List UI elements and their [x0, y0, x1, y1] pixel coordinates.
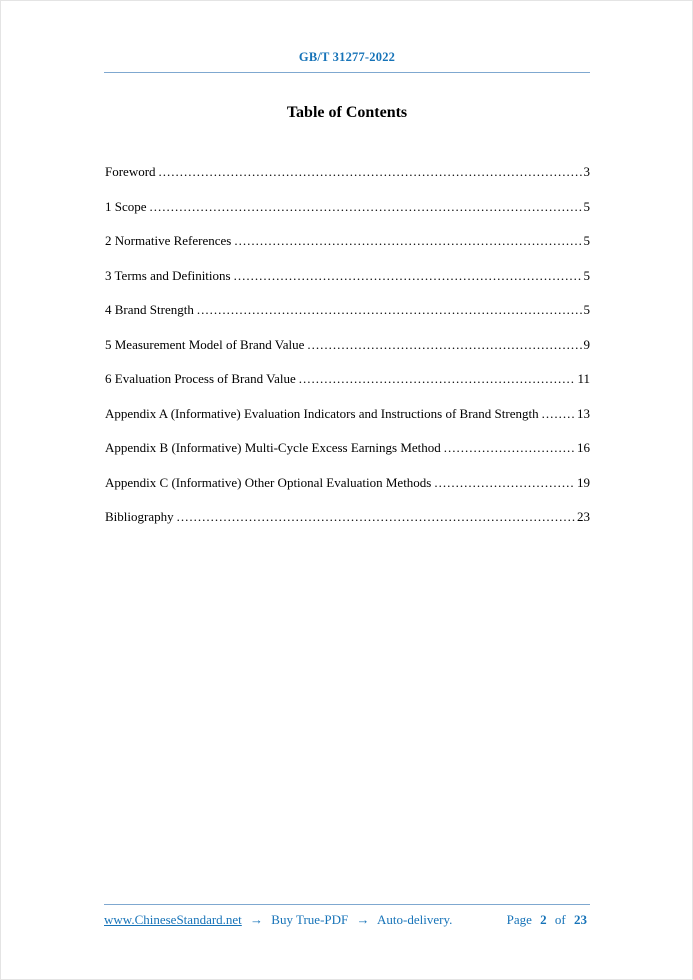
- toc-entry-page: 5: [583, 267, 590, 283]
- dot-leader: [299, 369, 576, 389]
- toc-entry: [105, 438, 590, 458]
- toc-entry-label: Appendix B (Informative) Multi-Cycle Excess Earnings Method: [105, 440, 441, 455]
- toc-entry-label: 3 Terms and Definitions: [105, 267, 231, 283]
- current-page-number: 2: [540, 912, 547, 927]
- toc-entry-label: 4 Brand Strength: [105, 302, 194, 317]
- toc-entry: [105, 335, 590, 355]
- footer-branding: [104, 912, 457, 928]
- toc-entry: [105, 266, 590, 286]
- toc-entry-label: 5 Measurement Model of Brand Value: [105, 336, 305, 352]
- toc-entry: [105, 231, 590, 251]
- dot-leader: [177, 507, 575, 527]
- toc-entry-page: 5: [583, 198, 590, 214]
- dot-leader: [150, 197, 582, 217]
- toc-entry: [105, 404, 590, 424]
- page-indicator: [505, 912, 590, 928]
- footer-divider: [104, 904, 590, 905]
- site-link[interactable]: www.ChineseStandard.net: [104, 912, 242, 927]
- toc-entry-label: Bibliography: [105, 509, 174, 524]
- toc-entry-label: 1 Scope: [105, 198, 147, 214]
- toc-entry-page: 23: [577, 509, 590, 524]
- toc-entry-page: 11: [577, 371, 590, 386]
- document-number: GB/T 31277-2022: [298, 50, 396, 64]
- dot-leader: [434, 473, 575, 493]
- dot-leader: [234, 231, 581, 251]
- page-title: Table of Contents: [286, 104, 408, 121]
- dot-leader: [542, 404, 575, 424]
- dot-leader: [197, 300, 582, 320]
- page-word: Page: [506, 912, 532, 927]
- toc-entry-page: 9: [583, 336, 590, 352]
- table-of-contents: [105, 162, 590, 542]
- arrow-right-icon: →: [356, 912, 370, 927]
- toc-entry-page: 13: [577, 405, 590, 421]
- toc-entry-page: 5: [583, 302, 590, 317]
- toc-entry: [105, 473, 590, 493]
- header-divider: [104, 72, 590, 73]
- toc-entry-page: 5: [583, 233, 590, 248]
- toc-entry-label: Appendix A (Informative) Evaluation Indicators and Instructions of Brand Strength: [105, 405, 539, 421]
- page-footer: [104, 912, 590, 928]
- buy-pdf-text: Buy True-PDF: [271, 912, 349, 927]
- of-word: of: [554, 912, 566, 927]
- toc-entry-label: 6 Evaluation Process of Brand Value: [105, 371, 296, 386]
- dot-leader: [307, 335, 581, 355]
- toc-entry: [105, 369, 590, 389]
- arrow-right-icon: →: [250, 912, 264, 927]
- toc-entry: [105, 197, 590, 217]
- dot-leader: [444, 438, 575, 458]
- toc-entry-page: 19: [577, 474, 590, 490]
- toc-entry-page: 3: [583, 164, 590, 179]
- toc-entry: [105, 162, 590, 182]
- toc-entry-label: Foreword: [105, 164, 156, 179]
- toc-entry-page: 16: [577, 440, 590, 455]
- toc-entry: [105, 507, 590, 527]
- auto-delivery-text: Auto-delivery.: [377, 912, 453, 927]
- toc-entry: [105, 300, 590, 320]
- toc-entry-label: 2 Normative References: [105, 233, 232, 248]
- toc-entry-label: Appendix C (Informative) Other Optional Evaluation Methods: [105, 474, 432, 490]
- dot-leader: [159, 162, 582, 182]
- total-page-number: 23: [574, 912, 587, 927]
- dot-leader: [234, 266, 582, 286]
